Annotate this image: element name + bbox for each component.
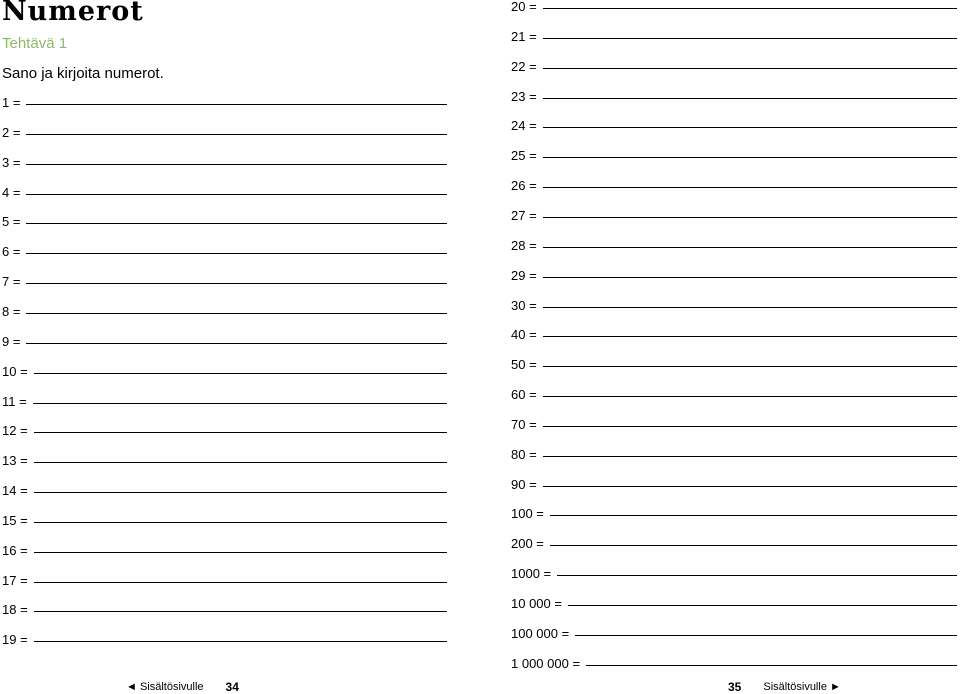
number-label: 100 = bbox=[511, 506, 544, 522]
write-line-item bbox=[511, 264, 957, 284]
answer-blank-line[interactable] bbox=[543, 336, 957, 337]
number-label: 9 = bbox=[2, 333, 21, 349]
write-line-item bbox=[511, 234, 957, 254]
page-number-right: 35 bbox=[728, 680, 742, 694]
number-label: 7 = bbox=[2, 274, 21, 290]
write-line-item bbox=[511, 25, 957, 45]
write-line-item bbox=[2, 360, 447, 380]
write-line-item bbox=[511, 323, 957, 343]
write-line-item bbox=[511, 383, 957, 403]
write-line-item bbox=[2, 240, 447, 260]
write-line-item bbox=[2, 628, 447, 648]
number-label: 19 = bbox=[2, 632, 28, 648]
answer-blank-line[interactable] bbox=[543, 456, 957, 457]
write-line-item bbox=[2, 598, 447, 618]
write-line-item bbox=[2, 569, 447, 589]
write-line-item bbox=[2, 330, 447, 350]
write-line-item bbox=[2, 300, 447, 320]
number-label: 2 = bbox=[2, 124, 21, 140]
number-label: 10 = bbox=[2, 363, 28, 379]
write-line-item bbox=[511, 622, 957, 642]
write-line-item bbox=[511, 473, 957, 493]
number-label: 80 = bbox=[511, 446, 537, 462]
number-label: 16 = bbox=[2, 542, 28, 558]
answer-blank-line[interactable] bbox=[586, 665, 957, 666]
answer-blank-line[interactable] bbox=[34, 492, 447, 493]
answer-blank-line[interactable] bbox=[543, 247, 957, 248]
write-line-item bbox=[511, 532, 957, 552]
number-label: 20 = bbox=[511, 0, 537, 14]
answer-blank-line[interactable] bbox=[543, 68, 957, 69]
write-line-item bbox=[511, 353, 957, 373]
number-label: 29 = bbox=[511, 267, 537, 283]
number-label: 50 = bbox=[511, 357, 537, 373]
answer-blank-line[interactable] bbox=[26, 104, 447, 105]
write-line-item bbox=[511, 562, 957, 582]
number-label: 21 = bbox=[511, 28, 537, 44]
answer-blank-line[interactable] bbox=[26, 283, 447, 284]
number-label: 10 000 = bbox=[511, 596, 562, 611]
prev-contents-link[interactable]: ◄ Sisältösivulle bbox=[126, 681, 204, 693]
number-label: 6 = bbox=[2, 244, 21, 260]
write-line-item bbox=[2, 419, 447, 439]
number-label: 26 = bbox=[511, 178, 537, 194]
answer-blank-line[interactable] bbox=[34, 432, 447, 433]
answer-blank-line[interactable] bbox=[26, 164, 447, 165]
answer-blank-line[interactable] bbox=[543, 486, 957, 487]
number-label: 30 = bbox=[511, 297, 537, 313]
number-label: 12 = bbox=[2, 423, 28, 439]
answer-blank-line[interactable] bbox=[543, 426, 957, 427]
answer-blank-line[interactable] bbox=[543, 38, 957, 39]
write-line-item bbox=[2, 479, 447, 499]
answer-blank-line[interactable] bbox=[543, 157, 957, 158]
number-label: 100 000 = bbox=[511, 625, 570, 641]
write-line-item bbox=[511, 174, 957, 194]
task-heading: Tehtävä 1 bbox=[2, 35, 68, 52]
answer-blank-line[interactable] bbox=[543, 217, 957, 218]
number-label: 27 = bbox=[511, 207, 537, 223]
answer-blank-line[interactable] bbox=[34, 582, 447, 583]
write-line-item bbox=[2, 539, 447, 559]
answer-blank-line[interactable] bbox=[543, 8, 957, 9]
write-line-item bbox=[511, 443, 957, 463]
number-label: 23 = bbox=[511, 88, 537, 104]
number-label: 1000 = bbox=[511, 566, 552, 582]
number-label: 22 = bbox=[511, 58, 537, 74]
number-label: 1 = bbox=[2, 95, 21, 110]
write-line-item bbox=[2, 270, 447, 290]
write-line-item bbox=[2, 181, 447, 201]
write-line-item bbox=[511, 652, 957, 672]
number-label: 14 = bbox=[2, 483, 28, 499]
footer-right bbox=[728, 680, 841, 694]
answer-blank-line[interactable] bbox=[26, 313, 447, 314]
write-line-item bbox=[2, 449, 447, 469]
answer-blank-line[interactable] bbox=[34, 462, 447, 463]
write-line-item bbox=[511, 55, 957, 75]
answer-blank-line[interactable] bbox=[26, 134, 447, 135]
write-line-item bbox=[2, 390, 447, 410]
answer-blank-line[interactable] bbox=[568, 605, 957, 606]
answer-blank-line[interactable] bbox=[550, 545, 957, 546]
number-label: 70 = bbox=[511, 416, 537, 432]
answer-blank-line[interactable] bbox=[34, 611, 447, 612]
write-line-item bbox=[2, 210, 447, 230]
answer-blank-line[interactable] bbox=[543, 277, 957, 278]
answer-blank-line[interactable] bbox=[543, 98, 957, 99]
answer-blank-line[interactable] bbox=[33, 403, 447, 404]
answer-blank-line[interactable] bbox=[543, 187, 957, 188]
write-line-item bbox=[511, 114, 957, 134]
next-contents-link[interactable]: Sisältösivulle ► bbox=[763, 681, 841, 693]
answer-blank-line[interactable] bbox=[26, 253, 447, 254]
write-line-item bbox=[2, 151, 447, 171]
answer-blank-line[interactable] bbox=[575, 635, 957, 636]
answer-blank-line[interactable] bbox=[26, 343, 447, 344]
number-label: 18 = bbox=[2, 602, 28, 618]
number-label: 200 = bbox=[511, 536, 544, 552]
number-label: 13 = bbox=[2, 453, 28, 469]
answer-blank-line[interactable] bbox=[34, 641, 447, 642]
number-label: 8 = bbox=[2, 303, 21, 319]
write-line-item bbox=[511, 294, 957, 314]
write-line-item bbox=[511, 144, 957, 164]
number-label: 11 = bbox=[2, 393, 27, 409]
write-line-item bbox=[511, 413, 957, 433]
number-label: 90 = bbox=[511, 476, 537, 492]
number-label: 17 = bbox=[2, 572, 28, 588]
answer-blank-line[interactable] bbox=[543, 307, 957, 308]
instruction-text: Sano ja kirjoita numerot. bbox=[2, 65, 164, 82]
number-label: 5 = bbox=[2, 214, 21, 230]
write-line-item bbox=[511, 502, 957, 522]
number-label: 25 = bbox=[511, 148, 537, 164]
number-label: 3 = bbox=[2, 154, 21, 170]
answer-blank-line[interactable] bbox=[543, 396, 957, 397]
answer-blank-line[interactable] bbox=[26, 194, 447, 195]
footer-left bbox=[126, 680, 239, 694]
answer-blank-line[interactable] bbox=[26, 223, 447, 224]
answer-blank-line[interactable] bbox=[557, 575, 957, 576]
write-line-item bbox=[511, 85, 957, 105]
number-label: 24 = bbox=[511, 118, 537, 134]
answer-blank-line[interactable] bbox=[543, 127, 957, 128]
write-line-item bbox=[511, 204, 957, 224]
number-label: 60 = bbox=[511, 387, 537, 403]
page-title: Numerot bbox=[2, 0, 144, 27]
write-line-item bbox=[2, 121, 447, 141]
write-line-item bbox=[511, 0, 957, 15]
number-label: 15 = bbox=[2, 512, 28, 528]
number-label: 1 000 000 = bbox=[511, 655, 581, 671]
number-label: 40 = bbox=[511, 327, 537, 343]
answer-blank-line[interactable] bbox=[34, 373, 447, 374]
write-line-item bbox=[2, 509, 447, 529]
number-label: 4 = bbox=[2, 184, 21, 200]
write-line-item bbox=[511, 592, 957, 612]
answer-blank-line[interactable] bbox=[543, 366, 957, 367]
page-number-left: 34 bbox=[225, 680, 239, 694]
answer-blank-line[interactable] bbox=[34, 552, 447, 553]
write-line-item bbox=[2, 91, 447, 111]
answer-blank-line[interactable] bbox=[550, 515, 957, 516]
number-label: 28 = bbox=[511, 237, 537, 253]
answer-blank-line[interactable] bbox=[34, 522, 447, 523]
